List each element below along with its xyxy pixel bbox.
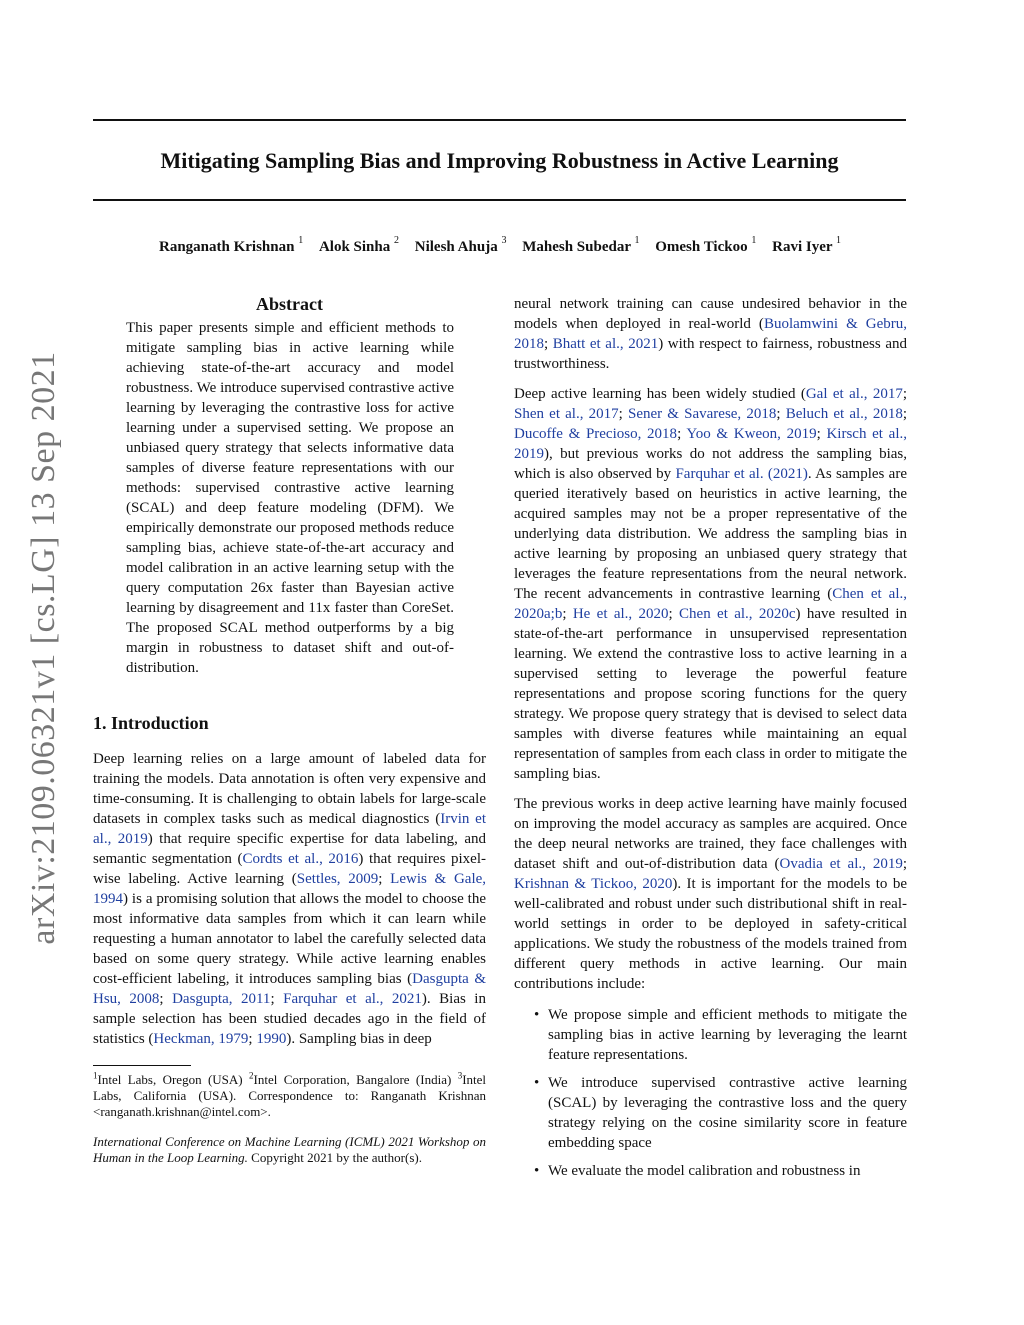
intro-paragraph-1-continued: neural network training can cause undesired behavior in the models when deployed in real-world (Buolamwini & Gebru, 2018; Bhatt et al., 2021) with respect to fairness, robustness and trustworthiness. bbox=[514, 296, 908, 372]
citation-link[interactable]: Farquhar et al., 2021 bbox=[283, 991, 422, 1007]
citation-link[interactable]: Irvin et al., 2019 bbox=[93, 811, 486, 847]
title-rule-top bbox=[93, 119, 906, 121]
list-item: • We propose simple and efficient methods to mitigate the sampling bias in active learning by leveraging the learnt feature representations. bbox=[514, 1005, 907, 1065]
author: Nilesh Ahuja $^3$ bbox=[414, 235, 507, 255]
citation-link[interactable]: He et al., 2020 bbox=[572, 606, 669, 622]
author: Ravi Iyer $^1$ bbox=[772, 235, 841, 255]
footnote-rule bbox=[93, 1065, 191, 1066]
affiliations-footnote: $^1$Intel Labs, Oregon (USA) $^2$Intel Corporation, Bangalore (India) $^3$Intel Labs, California (USA). Correspondence to: Ranganath Krishnan <ranganath.krishnan@intel.com>. bbox=[93, 1070, 487, 1119]
author: Ranganath Krishnan $^1$ bbox=[158, 235, 304, 255]
citation-link[interactable]: Farquhar et al. (2021) bbox=[675, 466, 808, 482]
contributions-list bbox=[514, 1005, 907, 1181]
intro-paragraph-3: The previous works in deep active learning have mainly focused on improving the model accuracy as samples are acquired. Once the deep neural networks are trained, they face challenges with dataset shift and out-of-distribution data (Ovadia et al., 2019; Krishnan & Tickoo, 2020). It is important for the models to be well-calibrated and robust under such distributional shift in real-world settings in order to be deployed in safety-critical applications. We study the robustness of the models trained from different query methods in active learning. Our main contributions include: bbox=[514, 796, 907, 992]
citation-link[interactable]: Sener & Savarese, 2018 bbox=[627, 406, 777, 422]
title-rule-bottom bbox=[93, 199, 906, 201]
author: Omesh Tickoo $^1$ bbox=[655, 235, 757, 255]
citation-link[interactable]: 1990 bbox=[256, 1031, 287, 1047]
citation-link[interactable]: Chen et al., 2020a;b bbox=[514, 586, 907, 622]
right-column bbox=[514, 294, 907, 1189]
citation-link[interactable]: Kirsch et al., 2019 bbox=[514, 426, 907, 462]
citation-link[interactable]: Settles, 2009 bbox=[296, 871, 379, 887]
venue-footnote: International Conference on Machine Learning (ICML) 2021 Workshop on Human in the Loop Learning. Copyright 2021 by the author(s). bbox=[93, 1134, 486, 1165]
citation-link[interactable]: Cordts et al., 2016 bbox=[242, 851, 359, 867]
citation-link[interactable]: Bhatt et al., 2021 bbox=[552, 336, 659, 352]
abstract-heading: Abstract bbox=[256, 294, 323, 314]
list-item: • We evaluate the model calibration and robustness in bbox=[514, 1161, 907, 1181]
citation-link[interactable]: Beluch et al., 2018 bbox=[785, 406, 903, 422]
citation-link[interactable]: Buolamwini & Gebru, 2018 bbox=[514, 316, 908, 352]
arxiv-sidebar-id: arXiv:2109.06321v1 [cs.LG] 13 Sep 2021 bbox=[25, 351, 62, 945]
citation-link[interactable]: Chen et al., 2020c bbox=[679, 606, 796, 622]
citation-link[interactable]: Ovadia et al., 2019 bbox=[779, 856, 903, 872]
intro-paragraph-2: Deep active learning has been widely studied (Gal et al., 2017; Shen et al., 2017; Sener & Savarese, 2018; Beluch et al., 2018; Ducoffe & Precioso, 2018; Yoo & Kweon, 2019; Kirsch et al., 2019), but previous works do not address the sampling bias, which is also observed by Farquhar et al. (2021). As samples are queried iteratively based on heuristics in active learning, the acquired samples may not be a proper representative of the underlying data distribution. We address the sampling bias in active learning by proposing an unbiased query strategy that leverages the feature representations from the neural network. The recent advancements in contrastive learning (Chen et al., 2020a;b; He et al., 2020; Chen et al., 2020c) have resulted in state-of-the-art performance in unsupervised representation learning. We extend the contrastive loss to active learning in a supervised setting to leverage the powerful feature representations and propose scoring functions for the query strategy. We propose query strategy that is devised to select data samples with diverse features while maintaining an equal representation of samples from each class in order to mitigate the sampling bias. bbox=[514, 386, 908, 782]
left-column bbox=[93, 292, 486, 1166]
citation-link[interactable]: Krishnan & Tickoo, 2020 bbox=[514, 876, 673, 892]
author: Mahesh Subedar $^1$ bbox=[522, 235, 640, 255]
citation-link[interactable]: Ducoffe & Precioso, 2018 bbox=[514, 426, 678, 442]
list-item: • We introduce supervised contrastive active learning (SCAL) by leveraging the contrastive loss and the query strategy relying on the cosine similarity score in feature embedding space bbox=[514, 1073, 907, 1153]
paper-title: Mitigating Sampling Bias and Improving Robustness in Active Learning bbox=[160, 148, 839, 173]
section-heading-introduction: 1. Introduction bbox=[93, 713, 209, 733]
citation-link[interactable]: Dasgupta & Hsu, 2008 bbox=[93, 971, 486, 1007]
citation-link[interactable]: Shen et al., 2017 bbox=[514, 406, 619, 422]
citation-link[interactable]: Gal et al., 2017 bbox=[805, 386, 903, 402]
citation-link[interactable]: Heckman, 1979 bbox=[153, 1031, 249, 1047]
author: Alok Sinha $^2$ bbox=[318, 235, 399, 255]
author-list bbox=[60, 236, 940, 258]
citation-link[interactable]: Yoo & Kweon, 2019 bbox=[686, 426, 817, 442]
citation-link[interactable]: Lewis & Gale, 1994 bbox=[93, 871, 487, 907]
abstract-text: This paper presents simple and efficient methods to mitigate sampling bias in active learning while achieving state-of-the-art accuracy and model robustness. We introduce supervised contrastive active learning by leveraging the contrastive loss for active learning under a supervised setting. We propose an unbiased query strategy that selects informative data samples of diverse feature representations with our methods: supervised contrastive active learning (SCAL) and deep feature modeling (DFM). We empirically demonstrate our proposed methods reduce sampling bias, achieve state-of-the-art accuracy and model calibration in an active learning setup with the query computation 26x faster than Bayesian active learning by disagreement and 11x faster than CoreSet. The proposed SCAL method outperforms by a big margin in robustness to dataset shift and out-of-distribution. bbox=[126, 320, 454, 676]
citation-link[interactable]: Dasgupta, 2011 bbox=[172, 991, 271, 1007]
intro-paragraph-1: Deep learning relies on a large amount of labeled data for training the models. Data annotation is often very expensive and time-consuming. It is challenging to obtain labels for large-scale datasets in complex tasks such as medical diagnostics (Irvin et al., 2019) that require specific expertise for data labeling, and semantic segmentation (Cordts et al., 2016) that requires pixel-wise labeling. Active learning (Settles, 2009; Lewis & Gale, 1994) is a promising solution that allows the model to choose the most informative data samples from which it can learn while requesting a human annotator to label the carefully selected data based on some query strategy. While active learning enables cost-efficient labeling, it introduces sampling bias (Dasgupta & Hsu, 2008; Dasgupta, 2011; Farquhar et al., 2021). Bias in sample selection has been studied decades ago in the field of statistics (Heckman, 1979; 1990). Sampling bias in deep bbox=[93, 751, 487, 1047]
